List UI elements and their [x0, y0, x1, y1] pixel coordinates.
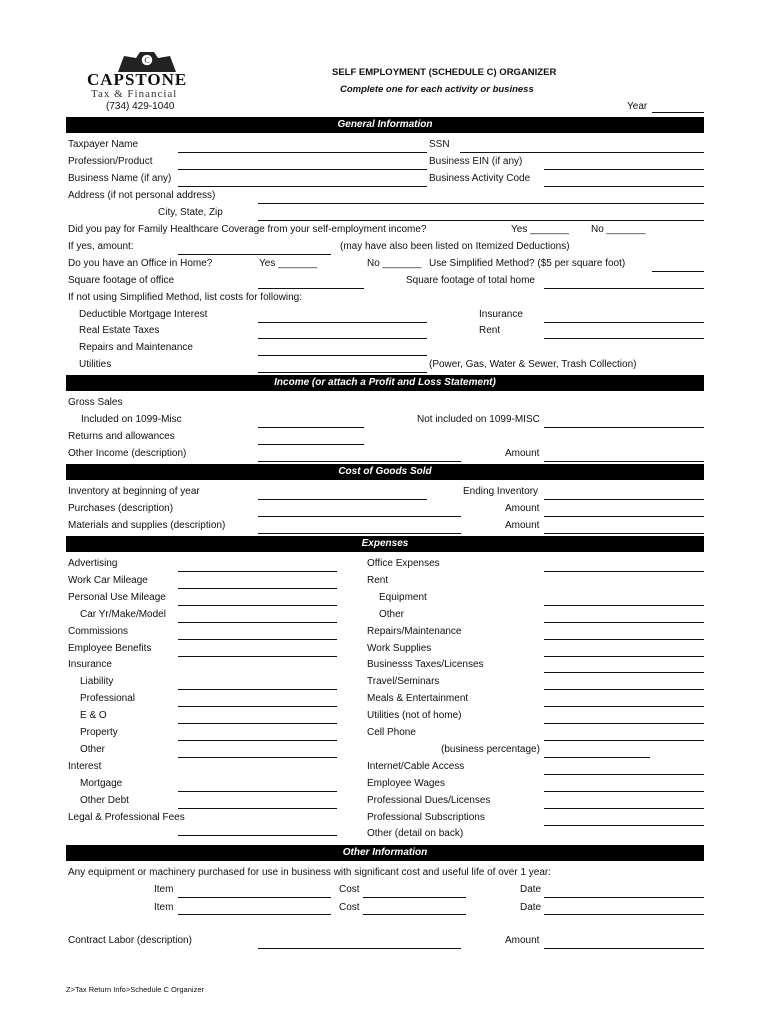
- page-title: SELF EMPLOYMENT (SCHEDULE C) ORGANIZER: [332, 67, 557, 78]
- expense-left-field[interactable]: [178, 757, 337, 758]
- item-label-1: Item: [154, 884, 174, 895]
- ssn-field[interactable]: [460, 152, 704, 153]
- expense-right-field[interactable]: [544, 672, 704, 673]
- expense-left-field[interactable]: [178, 808, 337, 809]
- expense-left-label: Legal & Professional Fees: [68, 811, 185, 823]
- expense-left-field[interactable]: [178, 706, 337, 707]
- utilities-label: Utilities: [79, 359, 112, 370]
- if-yes-amount-label: If yes, amount:: [68, 241, 134, 252]
- expense-left-field[interactable]: [178, 605, 337, 606]
- office-in-home-question: Do you have an Office in Home?: [68, 258, 213, 269]
- purchases-description-field[interactable]: [258, 516, 461, 517]
- included-1099-label: Included on 1099-Misc: [81, 414, 182, 425]
- expense-right-label: Rent: [367, 574, 389, 586]
- contract-labor-amount-field[interactable]: [544, 948, 704, 949]
- expense-right-label: Meals & Entertainment: [367, 693, 469, 705]
- expense-right-field[interactable]: [544, 740, 704, 741]
- other-income-amount-label: Amount: [505, 448, 540, 459]
- materials-amount-label: Amount: [505, 520, 540, 531]
- real-estate-taxes-field[interactable]: [258, 338, 427, 339]
- healthcare-yes[interactable]: Yes _______: [511, 224, 570, 235]
- taxpayer-name-field[interactable]: [178, 152, 427, 153]
- inventory-begin-field[interactable]: [258, 499, 427, 500]
- expense-left-label: Employee Benefits: [68, 642, 152, 654]
- expense-right-label: Equipment: [379, 591, 427, 603]
- expense-left-field[interactable]: [178, 656, 337, 657]
- expense-right-field[interactable]: [544, 723, 704, 724]
- expense-right-label: Repairs/Maintenance: [367, 625, 462, 637]
- item-field-1[interactable]: [178, 897, 331, 898]
- section-expenses: Expenses: [66, 536, 704, 552]
- item-label-2: Item: [154, 902, 174, 913]
- not-simplified-instruction: If not using Simplified Method, list costs for following:: [68, 292, 302, 303]
- address-field[interactable]: [258, 203, 704, 204]
- expense-left-label: Other Debt: [80, 794, 129, 806]
- expense-left-label: Mortgage: [80, 777, 123, 789]
- expense-right-label: Businesss Taxes/Licenses: [367, 659, 484, 671]
- repairs-label: Repairs and Maintenance: [79, 342, 193, 353]
- address-label: Address (if not personal address): [68, 190, 216, 201]
- expense-right-field[interactable]: [544, 825, 704, 826]
- year-label: Year: [627, 101, 648, 112]
- footer-path: Z>Tax Return Info>Schedule C Organizer: [66, 985, 204, 994]
- expense-right-field[interactable]: [544, 605, 704, 606]
- expense-left-label: Professional: [80, 693, 136, 705]
- expense-right-field[interactable]: [544, 808, 704, 809]
- date-field-2[interactable]: [544, 914, 704, 915]
- cost-field-1[interactable]: [363, 897, 466, 898]
- expense-left-field[interactable]: [178, 588, 337, 589]
- phone-number: (734) 429-1040: [106, 101, 175, 112]
- expense-left-label: Personal Use Mileage: [68, 591, 166, 603]
- expense-left-label: Property: [80, 727, 118, 738]
- expense-right-label: Internet/Cable Access: [367, 760, 465, 772]
- expense-right-label: Cell Phone: [367, 727, 416, 738]
- section-income: Income (or attach a Profit and Loss Statement): [66, 375, 704, 391]
- taxpayer-name-label: Taxpayer Name: [68, 139, 139, 150]
- real-estate-taxes-label: Real Estate Taxes: [79, 325, 160, 336]
- contract-labor-amount-label: Amount: [505, 935, 540, 946]
- rent-label: Rent: [479, 325, 501, 336]
- city-state-zip-label: City, State, Zip: [158, 207, 223, 218]
- section-general-information: General Information: [66, 117, 704, 133]
- simplified-method-field[interactable]: [652, 271, 704, 272]
- square-footage-office-field[interactable]: [258, 288, 364, 289]
- other-income-label: Other Income (description): [68, 448, 187, 459]
- gross-sales-label: Gross Sales: [68, 397, 123, 408]
- other-income-description-field[interactable]: [258, 461, 461, 462]
- mortgage-interest-field[interactable]: [258, 322, 427, 323]
- healthcare-amount-field[interactable]: [178, 254, 331, 255]
- expense-right-label: Utilities (not of home): [367, 710, 462, 722]
- cost-label-1: Cost: [339, 884, 360, 895]
- inventory-end-field[interactable]: [544, 499, 704, 500]
- purchases-label: Purchases (description): [68, 503, 174, 514]
- date-field-1[interactable]: [544, 897, 704, 898]
- expense-left-field[interactable]: [178, 791, 337, 792]
- year-field[interactable]: [652, 112, 704, 113]
- expense-right-label: Professional Dues/Licenses: [367, 794, 491, 806]
- expense-left-label: Interest: [68, 760, 102, 772]
- square-footage-office-label: Square footage of office: [68, 275, 175, 286]
- office-yes[interactable]: Yes _______: [259, 258, 318, 269]
- date-label-1: Date: [520, 884, 542, 895]
- expense-left-field[interactable]: [178, 723, 337, 724]
- utilities-field[interactable]: [258, 372, 427, 373]
- expense-right-label: Other (detail on back): [367, 828, 464, 840]
- ein-field[interactable]: [544, 169, 704, 170]
- inventory-end-label: Ending Inventory: [463, 486, 539, 497]
- expense-right-label: Professional Subscriptions: [367, 811, 485, 823]
- materials-description-field[interactable]: [258, 533, 461, 534]
- activity-code-field[interactable]: [544, 186, 704, 187]
- not-included-1099-field[interactable]: [544, 427, 704, 428]
- utilities-note: (Power, Gas, Water & Sewer, Trash Collection): [429, 359, 637, 370]
- expense-right-field[interactable]: [544, 706, 704, 707]
- expense-left-label: Car Yr/Make/Model: [80, 608, 166, 620]
- cost-field-2[interactable]: [363, 914, 466, 915]
- expense-right-label: Travel/Seminars: [367, 676, 440, 688]
- repairs-field[interactable]: [258, 355, 427, 356]
- expense-right-label: Other: [379, 608, 405, 620]
- not-included-1099-label: Not included on 1099-MISC: [417, 414, 540, 425]
- expense-right-label: Work Supplies: [367, 642, 432, 654]
- logo-name: CAPSTONE: [87, 70, 188, 89]
- ssn-label: SSN: [429, 139, 450, 150]
- expense-left-field[interactable]: [178, 639, 337, 640]
- purchases-amount-field[interactable]: [544, 516, 704, 517]
- business-name-field[interactable]: [178, 186, 427, 187]
- expense-right-field[interactable]: [544, 639, 704, 640]
- expense-left-label: Work Car Mileage: [68, 574, 148, 586]
- expense-right-label: Office Expenses: [367, 558, 440, 569]
- materials-label: Materials and supplies (description): [68, 520, 226, 531]
- profession-field[interactable]: [178, 169, 427, 170]
- contract-labor-label: Contract Labor (description): [68, 935, 192, 946]
- inventory-begin-label: Inventory at beginning of year: [68, 486, 200, 497]
- city-state-zip-field[interactable]: [258, 220, 704, 221]
- mortgage-interest-label: Deductible Mortgage Interest: [79, 309, 208, 320]
- returns-label: Returns and allowances: [68, 431, 175, 442]
- item-field-2[interactable]: [178, 914, 331, 915]
- healthcare-question: Did you pay for Family Healthcare Coverage from your self-employment income?: [68, 224, 427, 235]
- expense-left-field[interactable]: [178, 622, 337, 623]
- expense-right-field[interactable]: [544, 757, 650, 758]
- section-other-information: Other Information: [66, 845, 704, 861]
- square-footage-home-field[interactable]: [544, 288, 704, 289]
- materials-amount-field[interactable]: [544, 533, 704, 534]
- expense-right-field[interactable]: [544, 656, 704, 657]
- equipment-question: Any equipment or machinery purchased for use in business with significant cost and useful life of over 1 year:: [68, 867, 552, 878]
- expense-left-label: Liability: [80, 676, 114, 688]
- expense-right-field[interactable]: [544, 774, 704, 775]
- contract-labor-description-field[interactable]: [258, 948, 461, 949]
- date-label-2: Date: [520, 902, 542, 913]
- page-subtitle: Complete one for each activity or business: [340, 84, 534, 95]
- expense-right-field[interactable]: [544, 622, 704, 623]
- expense-right-label: Employee Wages: [367, 777, 445, 789]
- itemized-note: (may have also been listed on Itemized Deductions): [340, 241, 570, 252]
- logo-tagline: Tax & Financial: [91, 88, 178, 100]
- business-name-label: Business Name (if any): [68, 173, 172, 184]
- expense-right-field[interactable]: [544, 571, 704, 572]
- expense-left-label: Insurance: [68, 659, 112, 671]
- square-footage-home-label: Square footage of total home: [406, 275, 535, 286]
- svg-text:C: C: [144, 56, 150, 65]
- office-no[interactable]: No _______: [367, 258, 422, 269]
- legal-professional-fees-field[interactable]: [178, 835, 337, 836]
- returns-field[interactable]: [258, 444, 364, 445]
- ein-label: Business EIN (if any): [429, 156, 523, 167]
- purchases-amount-label: Amount: [505, 503, 540, 514]
- other-income-amount-field[interactable]: [544, 461, 704, 462]
- expense-left-label: Commissions: [68, 625, 129, 637]
- expense-left-field[interactable]: [178, 740, 337, 741]
- expense-left-label: E & O: [80, 710, 107, 722]
- profession-label: Profession/Product: [68, 156, 153, 167]
- rent-field[interactable]: [544, 338, 704, 339]
- expense-right-field[interactable]: [544, 791, 704, 792]
- expense-left-label: Advertising: [68, 558, 118, 569]
- healthcare-no[interactable]: No _______: [591, 224, 646, 235]
- expense-right-field[interactable]: [544, 689, 704, 690]
- expense-left-label: Other: [80, 743, 106, 755]
- section-cost-of-goods-sold: Cost of Goods Sold: [66, 464, 704, 480]
- expense-left-field[interactable]: [178, 571, 337, 572]
- cost-label-2: Cost: [339, 902, 360, 913]
- simplified-method-question: Use Simplified Method? ($5 per square foot): [429, 258, 626, 269]
- included-1099-field[interactable]: [258, 427, 364, 428]
- insurance-field[interactable]: [544, 322, 704, 323]
- activity-code-label: Business Activity Code: [429, 173, 531, 184]
- expense-right-label: (business percentage): [441, 743, 540, 755]
- expense-left-field[interactable]: [178, 689, 337, 690]
- insurance-label: Insurance: [479, 309, 523, 320]
